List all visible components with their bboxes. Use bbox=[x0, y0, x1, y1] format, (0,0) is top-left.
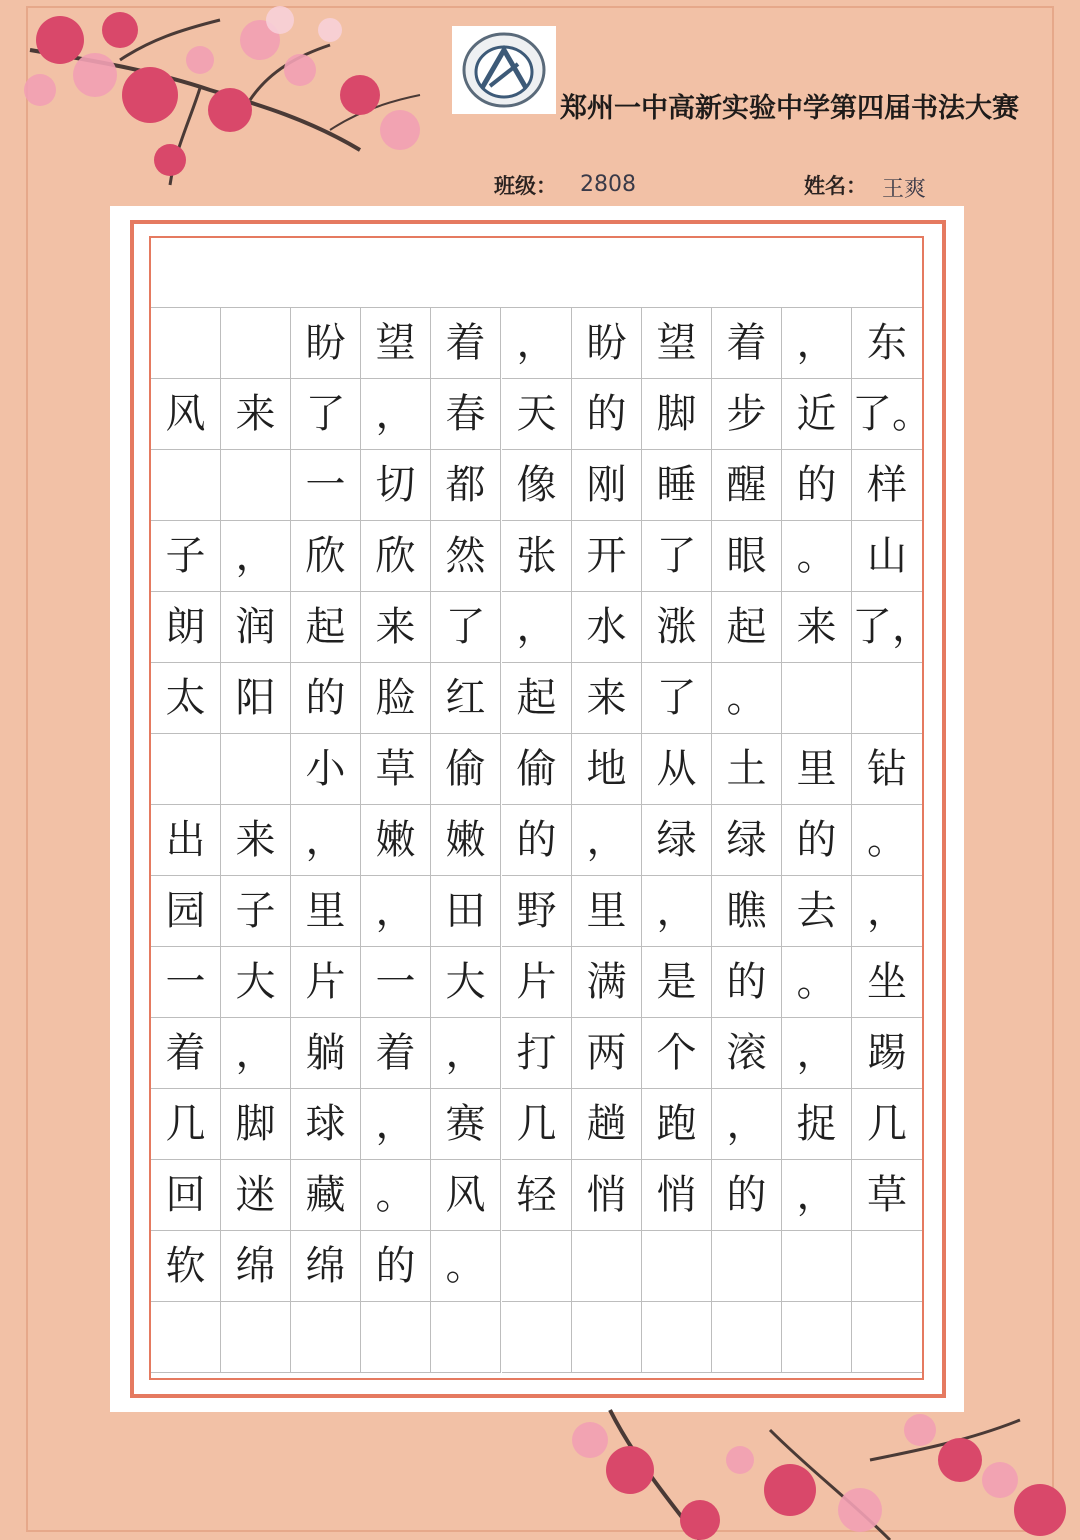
grid-cell: 球 bbox=[291, 1089, 361, 1160]
plum-blossom-top-left bbox=[0, 0, 440, 200]
grid-cell: 盼 bbox=[572, 308, 642, 379]
grid-cell: 。 bbox=[782, 947, 852, 1018]
grid-cell: 的 bbox=[712, 947, 782, 1018]
grid-cell: 里 bbox=[291, 876, 361, 947]
grid-cell: ， bbox=[221, 521, 291, 592]
name-value: 王爽 bbox=[882, 177, 927, 202]
grid-cell: 大 bbox=[431, 947, 501, 1018]
grid-cell: 脚 bbox=[642, 379, 712, 450]
grid-cell: 着 bbox=[361, 1018, 431, 1089]
grid-cell: 从 bbox=[642, 734, 712, 805]
grid-cell: 刚 bbox=[572, 450, 642, 521]
grid-cell: 的 bbox=[291, 663, 361, 734]
grid-cell: 欣 bbox=[291, 521, 361, 592]
grid-cell: 涨 bbox=[642, 592, 712, 663]
grid-cell: 几 bbox=[852, 1089, 922, 1160]
grid-cell: 偷 bbox=[502, 734, 572, 805]
grid-cell: ， bbox=[502, 308, 572, 379]
grid-cell: 藏 bbox=[291, 1160, 361, 1231]
grid-cell: 的 bbox=[712, 1160, 782, 1231]
grid-cell: 了 bbox=[431, 592, 501, 663]
grid-cell: 样 bbox=[852, 450, 922, 521]
grid-cell: 风 bbox=[431, 1160, 501, 1231]
grid-cell: ， bbox=[642, 876, 712, 947]
grid-cell: 。 bbox=[361, 1160, 431, 1231]
grid-cell: ， bbox=[572, 805, 642, 876]
grid-cell: 里 bbox=[782, 734, 852, 805]
grid-cell: 像 bbox=[502, 450, 572, 521]
grid-cell: 来 bbox=[221, 805, 291, 876]
plum-blossom-bottom-right bbox=[540, 1390, 1080, 1540]
grid-cell: 春 bbox=[431, 379, 501, 450]
grid-cell: 的 bbox=[572, 379, 642, 450]
grid-cell: 满 bbox=[572, 947, 642, 1018]
grid-cell: 片 bbox=[291, 947, 361, 1018]
grid-cell: 赛 bbox=[431, 1089, 501, 1160]
grid-cell bbox=[221, 450, 291, 521]
grid-cell: 来 bbox=[782, 592, 852, 663]
grid-cell: 草 bbox=[361, 734, 431, 805]
grid-cell: 醒 bbox=[712, 450, 782, 521]
grid-cell: 野 bbox=[502, 876, 572, 947]
grid-cell bbox=[782, 1302, 852, 1373]
grid-cell: ， bbox=[361, 876, 431, 947]
school-logo bbox=[452, 26, 556, 114]
grid-cell: 了 bbox=[642, 521, 712, 592]
grid-cell: 了 bbox=[642, 663, 712, 734]
grid-cell: 园 bbox=[151, 876, 221, 947]
grid-cell: 脚 bbox=[221, 1089, 291, 1160]
grid-cell bbox=[151, 734, 221, 805]
grid-cell bbox=[151, 1302, 221, 1373]
grid-cell bbox=[151, 450, 221, 521]
grid-cell: 偷 bbox=[431, 734, 501, 805]
grid-cell: 绿 bbox=[712, 805, 782, 876]
grid-cell: 山 bbox=[852, 521, 922, 592]
grid-cell: 几 bbox=[151, 1089, 221, 1160]
grid-cell: 子 bbox=[221, 876, 291, 947]
grid-cell: 钻 bbox=[852, 734, 922, 805]
grid-cell: 几 bbox=[502, 1089, 572, 1160]
grid-cell: 打 bbox=[502, 1018, 572, 1089]
grid-cell: 瞧 bbox=[712, 876, 782, 947]
grid-cell: 趟 bbox=[572, 1089, 642, 1160]
grid-cell: 步 bbox=[712, 379, 782, 450]
grid-cell: 一 bbox=[151, 947, 221, 1018]
grid-cell: 。 bbox=[431, 1231, 501, 1302]
grid-cell: 来 bbox=[361, 592, 431, 663]
grid-cell bbox=[852, 1302, 922, 1373]
grid-cell bbox=[712, 1302, 782, 1373]
grid-cell: 田 bbox=[431, 876, 501, 947]
grid-cell: 踢 bbox=[852, 1018, 922, 1089]
grid-cell: ， bbox=[361, 1089, 431, 1160]
grid-cell: 风 bbox=[151, 379, 221, 450]
grid-cell bbox=[221, 308, 291, 379]
grid-cell bbox=[572, 1302, 642, 1373]
grid-cell: 嫩 bbox=[431, 805, 501, 876]
grid-cell: 太 bbox=[151, 663, 221, 734]
class-label: 班级： bbox=[494, 173, 557, 198]
grid-cell: 绵 bbox=[291, 1231, 361, 1302]
grid-cell: 着 bbox=[712, 308, 782, 379]
grid-cell bbox=[572, 1231, 642, 1302]
grid-cell bbox=[361, 1302, 431, 1373]
grid-cell: 盼 bbox=[291, 308, 361, 379]
grid-cell: 望 bbox=[642, 308, 712, 379]
grid-cell bbox=[852, 1231, 922, 1302]
grid-cell: ， bbox=[782, 308, 852, 379]
grid-cell: 轻 bbox=[502, 1160, 572, 1231]
grid-cell: 跑 bbox=[642, 1089, 712, 1160]
grid-cell: 。 bbox=[712, 663, 782, 734]
name-label: 姓名： bbox=[804, 173, 867, 198]
grid-cell: 。 bbox=[782, 521, 852, 592]
grid-cell: 脸 bbox=[361, 663, 431, 734]
grid-cell: 然 bbox=[431, 521, 501, 592]
grid-cell: 欣 bbox=[361, 521, 431, 592]
grid-cell bbox=[221, 1302, 291, 1373]
grid-cell: 子 bbox=[151, 521, 221, 592]
grid-cell: 出 bbox=[151, 805, 221, 876]
grid-cell: 坐 bbox=[852, 947, 922, 1018]
grid-cell: ， bbox=[502, 592, 572, 663]
grid-cell: ， bbox=[431, 1018, 501, 1089]
grid-cell: 一 bbox=[361, 947, 431, 1018]
grid-cell: 是 bbox=[642, 947, 712, 1018]
grid-cell: 朗 bbox=[151, 592, 221, 663]
grid-cell: 红 bbox=[431, 663, 501, 734]
grid-cell: 的 bbox=[782, 805, 852, 876]
grid-cell bbox=[431, 1302, 501, 1373]
grid-cell: 开 bbox=[572, 521, 642, 592]
grid-cell bbox=[502, 1302, 572, 1373]
grid-cell: 了 bbox=[291, 379, 361, 450]
grid-cell: 阳 bbox=[221, 663, 291, 734]
grid-cell: 近 bbox=[782, 379, 852, 450]
grid-cell: 睡 bbox=[642, 450, 712, 521]
grid-cell: 两 bbox=[572, 1018, 642, 1089]
grid-cell: 了， bbox=[852, 592, 922, 663]
grid-cell: 悄 bbox=[572, 1160, 642, 1231]
grid-cell: 悄 bbox=[642, 1160, 712, 1231]
grid-cell bbox=[782, 663, 852, 734]
grid-cell: 一 bbox=[291, 450, 361, 521]
grid-cell bbox=[782, 1231, 852, 1302]
grid-cell: 嫩 bbox=[361, 805, 431, 876]
grid-cell: 水 bbox=[572, 592, 642, 663]
grid-cell: 捉 bbox=[782, 1089, 852, 1160]
grid-cell: 片 bbox=[502, 947, 572, 1018]
grid-cell: ， bbox=[782, 1160, 852, 1231]
writing-grid bbox=[151, 238, 932, 1378]
grid-cell: 了。 bbox=[852, 379, 922, 450]
contest-title: 郑州一中高新实验中学第四届书法大赛 bbox=[560, 93, 1019, 124]
grid-cell: 张 bbox=[502, 521, 572, 592]
grid-cell: 起 bbox=[712, 592, 782, 663]
grid-cell: 起 bbox=[291, 592, 361, 663]
grid-cell bbox=[221, 734, 291, 805]
grid-cell: 天 bbox=[502, 379, 572, 450]
grid-cell: 草 bbox=[852, 1160, 922, 1231]
grid-cell: 东 bbox=[852, 308, 922, 379]
grid-cell bbox=[712, 1231, 782, 1302]
grid-cell bbox=[852, 663, 922, 734]
grid-cell: 切 bbox=[361, 450, 431, 521]
grid-cell: 软 bbox=[151, 1231, 221, 1302]
grid-cell: 土 bbox=[712, 734, 782, 805]
grid-cell: 迷 bbox=[221, 1160, 291, 1231]
class-value: 2808 bbox=[580, 172, 636, 197]
grid-cell: 大 bbox=[221, 947, 291, 1018]
grid-cell: 望 bbox=[361, 308, 431, 379]
grid-cell: 润 bbox=[221, 592, 291, 663]
grid-cell: ， bbox=[852, 876, 922, 947]
grid-cell: 绿 bbox=[642, 805, 712, 876]
grid-cell: ， bbox=[712, 1089, 782, 1160]
grid-cell: 都 bbox=[431, 450, 501, 521]
grid-cell bbox=[151, 308, 221, 379]
grid-cell: 眼 bbox=[712, 521, 782, 592]
grid-cell: 来 bbox=[572, 663, 642, 734]
grid-cell bbox=[642, 1231, 712, 1302]
grid-cell: 来 bbox=[221, 379, 291, 450]
grid-cell: 。 bbox=[852, 805, 922, 876]
grid-cell bbox=[502, 1231, 572, 1302]
grid-cell: 躺 bbox=[291, 1018, 361, 1089]
grid-header-row bbox=[151, 238, 922, 308]
grid-cell: 绵 bbox=[221, 1231, 291, 1302]
grid-cell: 的 bbox=[361, 1231, 431, 1302]
grid-cell: 个 bbox=[642, 1018, 712, 1089]
grid-cell: 回 bbox=[151, 1160, 221, 1231]
grid-cell: 的 bbox=[502, 805, 572, 876]
grid-cell: 的 bbox=[782, 450, 852, 521]
grid-cell: 起 bbox=[502, 663, 572, 734]
grid-cell: 着 bbox=[151, 1018, 221, 1089]
grid-cell: ， bbox=[291, 805, 361, 876]
grid-cell: 地 bbox=[572, 734, 642, 805]
grid-cell bbox=[291, 1302, 361, 1373]
grid-cell: 去 bbox=[782, 876, 852, 947]
grid-cell: 小 bbox=[291, 734, 361, 805]
grid-cell: ， bbox=[361, 379, 431, 450]
grid-cell: 滚 bbox=[712, 1018, 782, 1089]
grid-cell: ， bbox=[782, 1018, 852, 1089]
grid-cell: 里 bbox=[572, 876, 642, 947]
grid-cell: 着 bbox=[431, 308, 501, 379]
grid-cell bbox=[642, 1302, 712, 1373]
grid-cell: ， bbox=[221, 1018, 291, 1089]
